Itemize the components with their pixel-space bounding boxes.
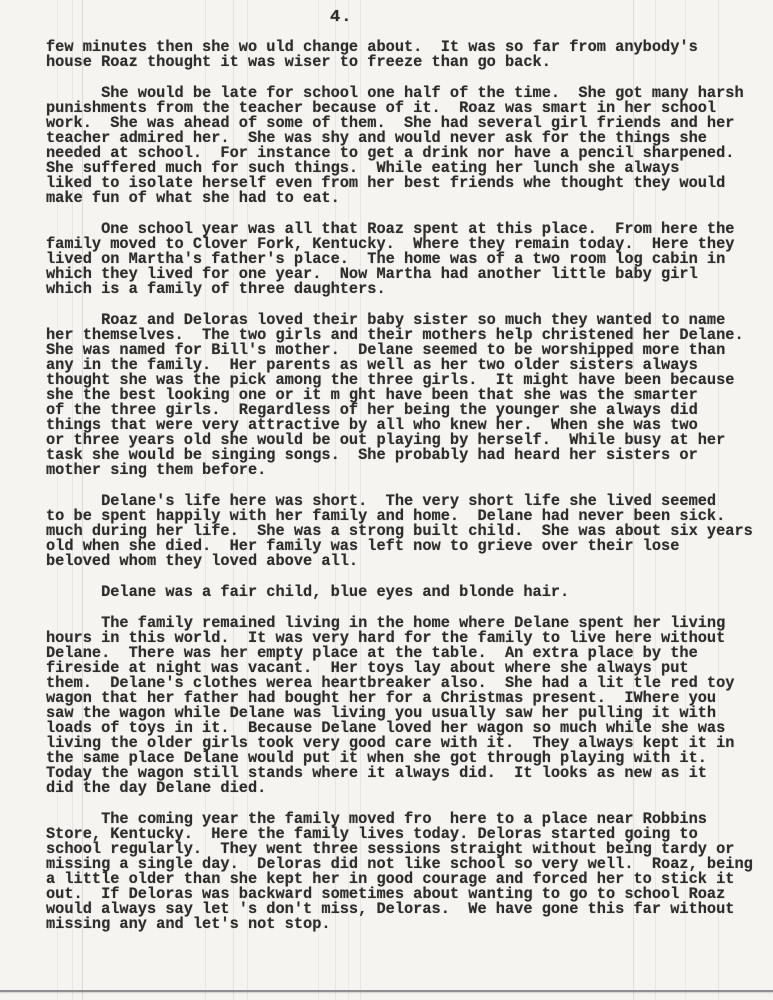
text-line: missing a single day. Deloras did not like school so very well. Roaz, being [46, 855, 753, 873]
text-line: liked to isolate herself even from her best friends whe thought they would [46, 174, 726, 192]
text-line: The family remained living in the home where Delane spent her living [46, 614, 726, 632]
paragraph [46, 313, 773, 478]
text-line: any in the family. Her parents as well as her two older sisters always [46, 356, 698, 374]
text-line: Delane. There was her empty place at the table. An extra place by the [46, 644, 698, 662]
text-line: family moved to Clover Fork, Kentucky. Where they remain today. Here they [46, 235, 735, 253]
text-line: She would be late for school one half of the time. She got many harsh [46, 84, 744, 102]
text-line: them. Delane's clothes werea heartbreaker also. She had a lit tle red toy [46, 674, 735, 692]
text-line: of the three girls. Regardless of her being the younger she always did [46, 401, 698, 419]
text-line: she the best looking one or it m ght have been that she was the smarter [46, 386, 698, 404]
paragraph [46, 616, 773, 796]
text-line: teacher admired her. She was shy and would never ask for the things she [46, 129, 707, 147]
text-line: hours in this world. It was very hard for the family to live here without [46, 629, 726, 647]
text-line: punishments from the teacher because of it. Roaz was smart in her school [46, 99, 717, 117]
text-line: make fun of what she had to eat. [46, 189, 340, 207]
text-line: things that were very attractive by all who knew her. When she was two [46, 416, 698, 434]
text-line: She suffered much for such things. While eating her lunch she always [46, 159, 680, 177]
text-line: One school year was all that Roaz spent at this place. From here the [46, 220, 735, 238]
text-line: The coming year the family moved fro here to a place near Robbins [46, 810, 707, 828]
paragraph [46, 585, 773, 600]
text-line: Roaz and Deloras loved their baby sister so much they wanted to name [46, 311, 726, 329]
paragraph [46, 40, 773, 70]
text-line: the same place Delane would put it when she got through playing with it. [46, 749, 707, 767]
text-line: Store, Kentucky. Here the family lives today. Deloras started going to [46, 825, 698, 843]
text-line: would always say let 's don't miss, Deloras. We have gone this far without [46, 900, 735, 918]
text-line: out. If Deloras was backward sometimes about wanting to go to school Roaz [46, 885, 726, 903]
text-line: living the older girls took very good care with it. They always kept it in [46, 734, 735, 752]
text-line: few minutes then she wo uld change about. It was so far from anybody's [46, 38, 698, 56]
text-line: beloved whom they loved above all. [46, 552, 359, 570]
paragraph [46, 222, 773, 297]
text-line: missing any and let's not stop. [46, 915, 331, 933]
text-line: which they lived for one year. Now Martha had another little baby girl [46, 265, 698, 283]
text-line: house Roaz thought it was wiser to freeze than go back. [46, 53, 551, 71]
text-line: mother sing them before. [46, 461, 267, 479]
text-line: thought she was the pick among the three girls. It might have been because [46, 371, 735, 389]
text-line: old when she died. Her family was left now to grieve over their lose [46, 537, 680, 555]
text-line: work. She was ahead of some of them. She had several girl friends and her [46, 114, 735, 132]
document-body [46, 40, 773, 948]
text-line: saw the wagon while Delane was living you usually saw her pulling it with [46, 704, 717, 722]
text-line: did the day Delane died. [46, 779, 267, 797]
text-line: much during her life. She was a strong built child. She was about six years [46, 522, 753, 540]
paragraph [46, 494, 773, 569]
text-line: to be spent happily with her family and home. Delane had never been sick. [46, 507, 726, 525]
text-line: needed at school. For instance to get a drink nor have a pencil sharpened. [46, 144, 735, 162]
text-line: a little older than she kept her in good courage and forced her to stick it [46, 870, 735, 888]
paragraph [46, 86, 773, 206]
text-line: lived on Martha's father's place. The home was of a two room log cabin in [46, 250, 726, 268]
text-line: fireside at night was vacant. Her toys lay about where she always put [46, 659, 689, 677]
text-line: school regularly. They went three sessions straight without being tardy or [46, 840, 735, 858]
text-line: wagon that her father had bought her for a Christmas present. IWhere you [46, 689, 717, 707]
text-line: which is a family of three daughters. [46, 280, 386, 298]
text-line: Delane's life here was short. The very short life she lived seemed [46, 492, 717, 510]
page-number: 4. [330, 8, 353, 27]
text-line: loads of toys in it. Because Delane loved her wagon so much while she was [46, 719, 726, 737]
text-line: She was named for Bill's mother. Delane seemed to be worshipped more than [46, 341, 726, 359]
paragraph [46, 812, 773, 932]
text-line: Today the wagon still stands where it always did. It looks as new as it [46, 764, 707, 782]
text-line: her themselves. The two girls and their mothers help christened her Delane. [46, 326, 744, 344]
scan-bottom-edge-line [0, 990, 773, 992]
text-line: or three years old she would be out playing by herself. While busy at her [46, 431, 726, 449]
text-line: task she would be singing songs. She probably had heard her sisters or [46, 446, 698, 464]
text-line: Delane was a fair child, blue eyes and blonde hair. [46, 583, 570, 601]
